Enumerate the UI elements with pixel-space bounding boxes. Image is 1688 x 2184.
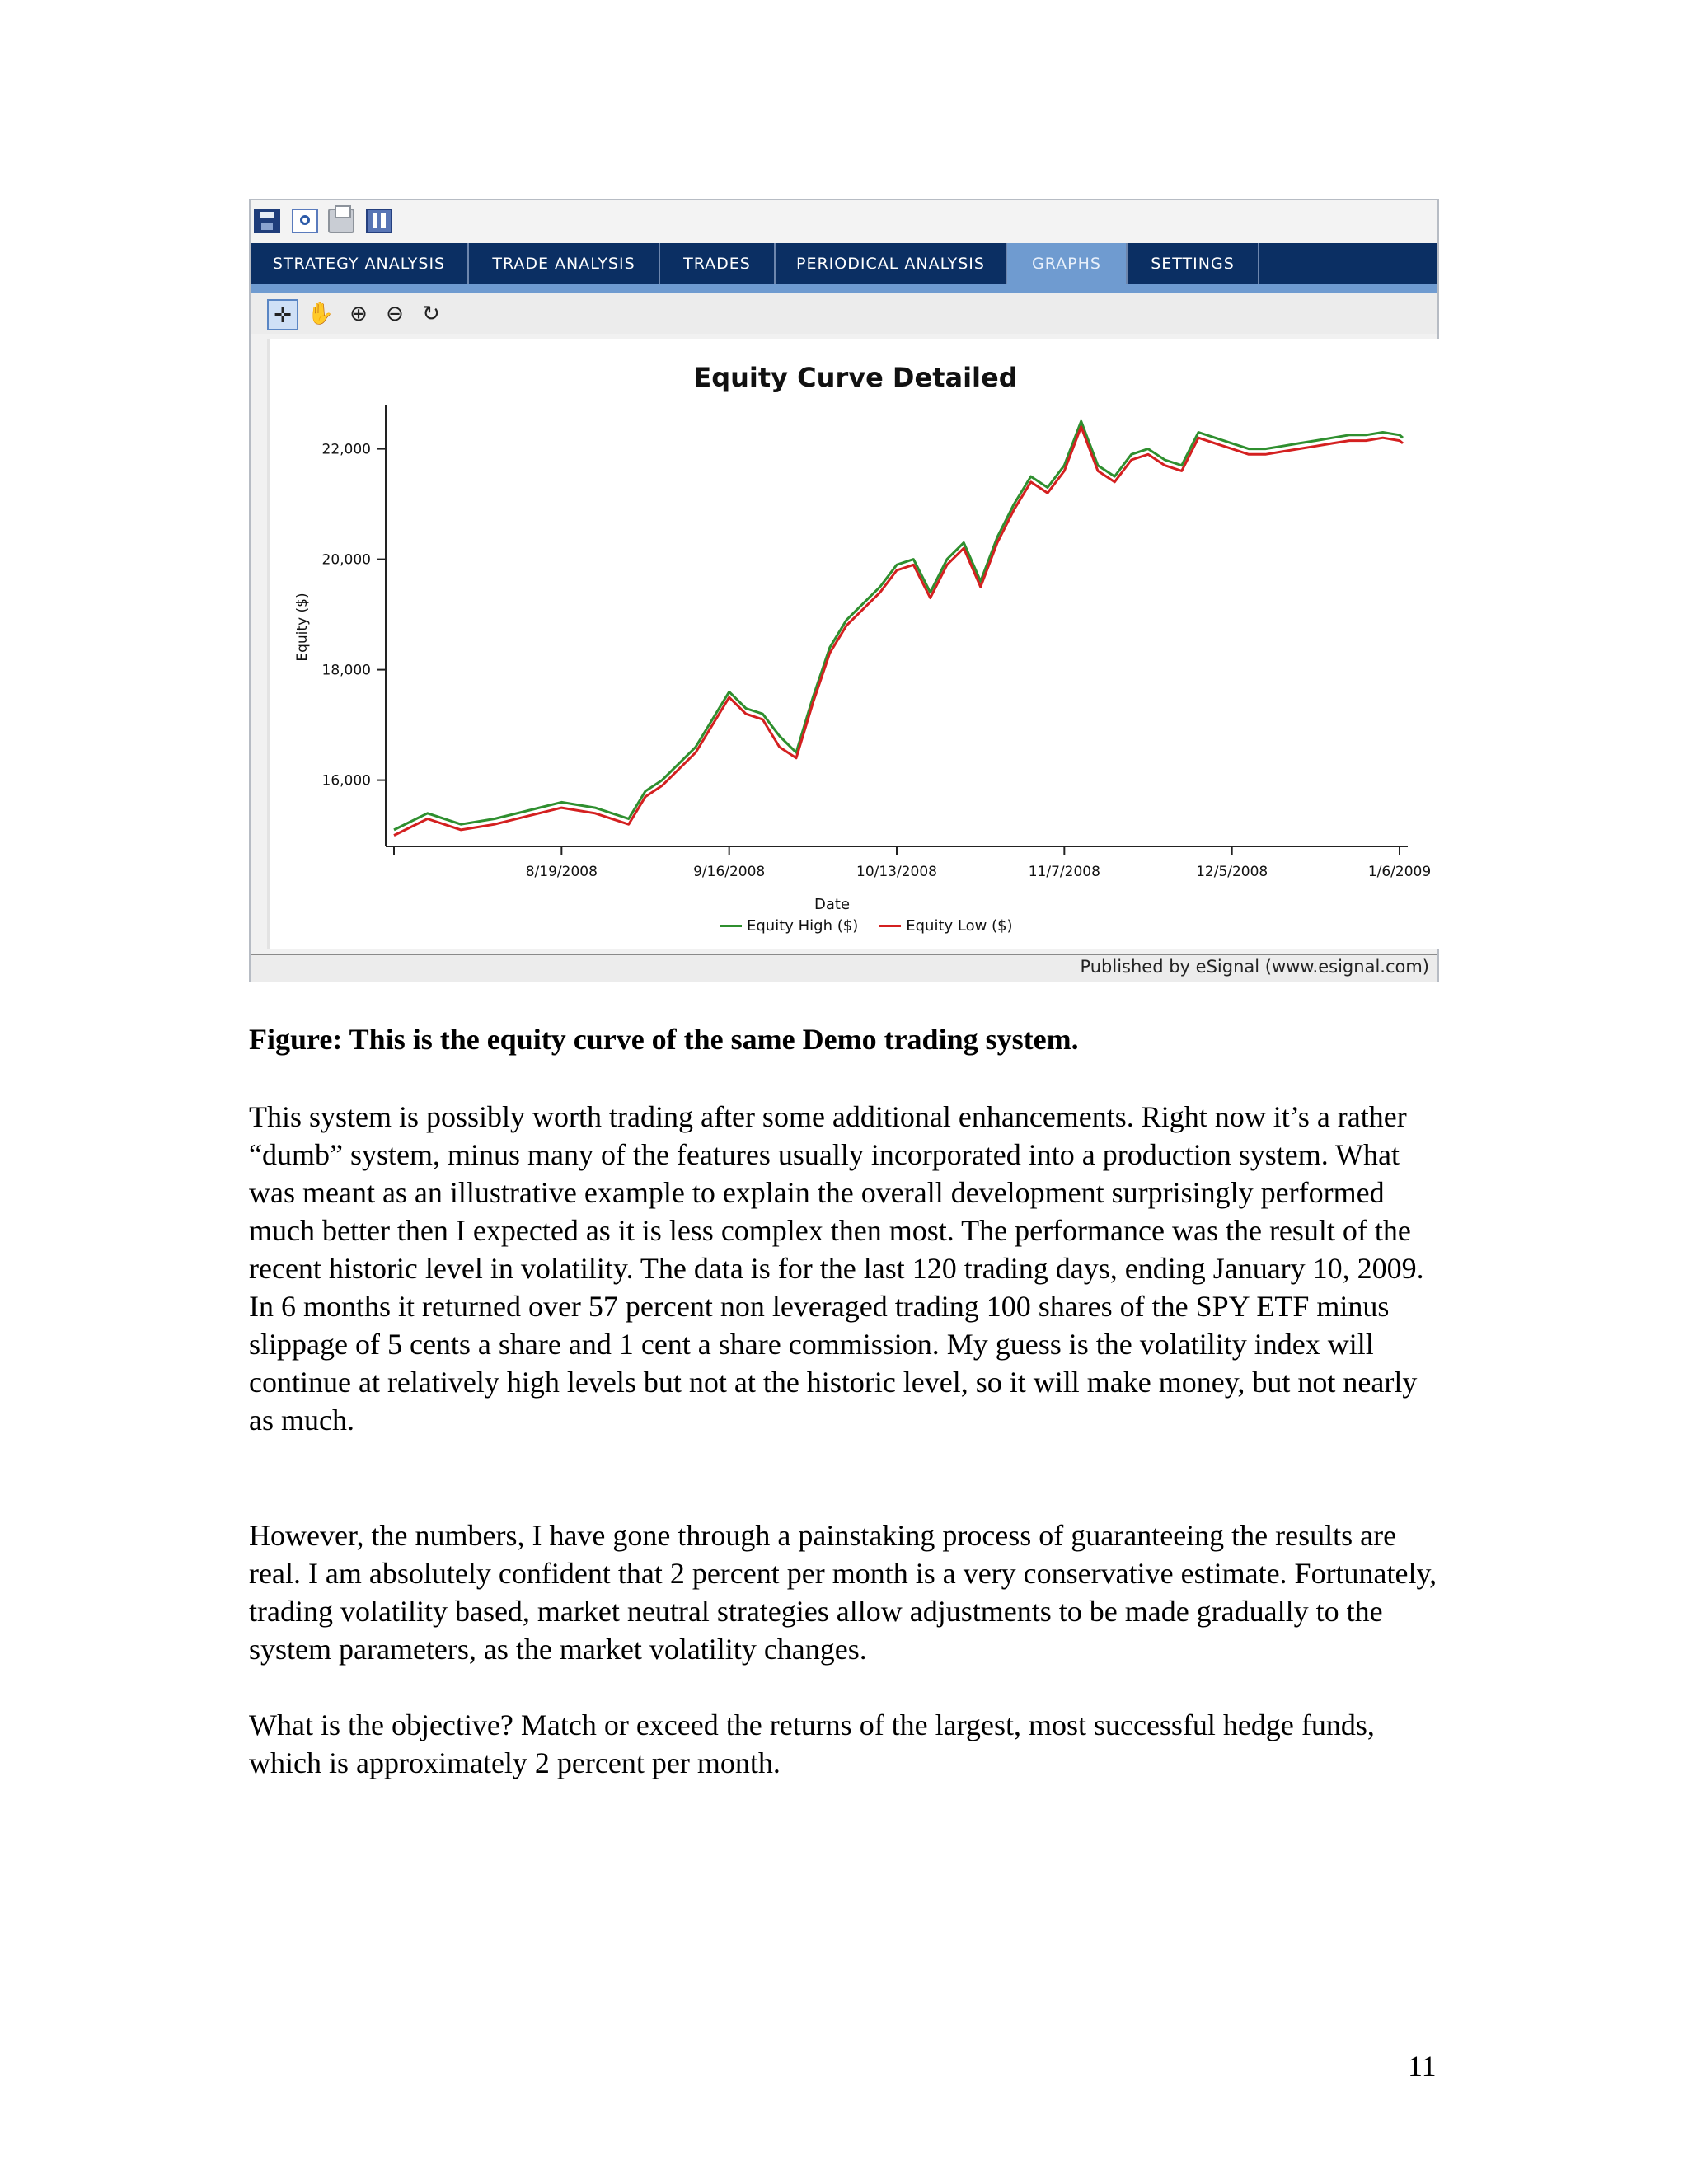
print-preview-icon[interactable] [292, 209, 318, 233]
series-line-equity-low [394, 427, 1403, 836]
x-tick-label: 9/16/2008 [693, 864, 766, 880]
chart-pane [267, 339, 1441, 949]
save-icon[interactable] [254, 209, 280, 233]
tab-underline [251, 284, 1437, 293]
zoom-in-icon[interactable]: ⊕ [349, 302, 368, 326]
x-tick-label: 11/7/2008 [1028, 864, 1100, 880]
tab-trades[interactable]: TRADES [660, 243, 776, 284]
equity-chart[interactable] [270, 339, 1441, 949]
x-tick-label: 12/5/2008 [1196, 864, 1268, 880]
series-line-equity-high [394, 421, 1403, 830]
x-tick-label: 10/13/2008 [856, 864, 937, 880]
y-tick-label: 16,000 [321, 772, 371, 790]
x-tick-label: 8/19/2008 [525, 864, 598, 880]
chart-toolbar [251, 293, 1437, 334]
status-text: Published by eSignal (www.esignal.com) [1080, 957, 1429, 977]
crosshair-icon[interactable]: ✛ [267, 299, 298, 330]
legend-swatch-low [879, 925, 901, 927]
top-toolbar [251, 200, 1437, 244]
x-tick-label: 1/6/2009 [1367, 864, 1432, 880]
paragraph: However, the numbers, I have gone through a painstaking process of guaranteeing the results are real. I am absolutely confident that 2 percent per month is a very conservative estimate. Fortunately, trading volatility based, market neutral strategies allow adjustments to be made gradually to the system parameters, as the market volatility changes. [249, 1519, 1437, 1666]
legend-item-high [720, 917, 858, 935]
paragraph: What is the objective? Match or exceed the returns of the largest, most successful hedge funds, which is approximately 2 percent per month. [249, 1708, 1375, 1779]
paragraph: This system is possibly worth trading after some additional enhancements. Right now it’s a rather “dumb” system, minus many of the features usually incorporated into a production system. What was meant as an illustrative example to explain the overall development surprisingly performed much better then I expected as it is less complex then most. The performance was the result of the recent historic level in volatility. The data is for the last 120 trading days, ending January 10, 2009. In 6 months it returned over 57 percent non leveraged trading 100 shares of the SPY ETF minus slippage of 5 cents a share and 1 cent a share commission. My guess is the volatility index will continue at relatively high levels but not at the historic level, so it will make money, but not nearly as much. [249, 1100, 1424, 1436]
legend-item-low [879, 917, 1012, 935]
print-icon[interactable] [328, 209, 354, 233]
chart-legend [720, 917, 1013, 935]
legend-swatch-high [720, 925, 742, 927]
tab-trade-analysis[interactable]: TRADE ANALYSIS [469, 243, 660, 284]
legend-label-low: Equity Low ($) [906, 917, 1013, 935]
y-axis-label: Equity ($) [294, 593, 311, 662]
zoom-out-icon[interactable]: ⊖ [386, 302, 404, 326]
y-axis-label-wrap [290, 586, 315, 668]
strategy-report-window [249, 199, 1439, 982]
tab-graphs[interactable]: GRAPHS [1007, 243, 1128, 284]
tab-periodical-analysis[interactable]: PERIODICAL ANALYSIS [776, 243, 1007, 284]
tab-settings[interactable]: SETTINGS [1128, 243, 1259, 284]
page-number: 11 [1408, 2050, 1437, 2083]
hand-icon[interactable]: ✋ [307, 302, 335, 326]
status-bar [251, 954, 1437, 982]
report-tabs [251, 243, 1437, 284]
y-tick-label: 22,000 [321, 441, 371, 458]
legend-label-high: Equity High ($) [747, 917, 859, 935]
y-tick-label: 18,000 [321, 662, 371, 679]
figure-caption: Figure: This is the equity curve of the same Demo trading system. [249, 1023, 1079, 1056]
x-axis-label: Date [814, 896, 851, 913]
tab-strategy-analysis[interactable]: STRATEGY ANALYSIS [251, 243, 469, 284]
chart-title: Equity Curve Detailed [693, 362, 1018, 393]
reset-icon[interactable]: ↻ [422, 302, 440, 326]
y-tick-label: 20,000 [321, 551, 371, 569]
export-icon[interactable] [366, 209, 392, 233]
